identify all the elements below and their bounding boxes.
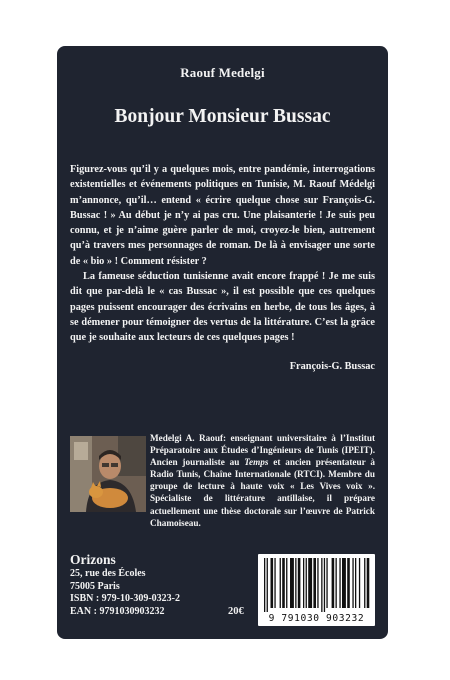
publisher-name: Orizons — [70, 552, 116, 567]
author-biography — [150, 432, 375, 529]
ean-number: EAN : 9791030903232 — [70, 605, 165, 617]
author-photo — [70, 436, 146, 512]
author-photo-image — [70, 436, 146, 512]
blurb-paragraph-1: Figurez-vous qu’il y a quelques mois, entre pandémie, interrogations existentielles et événements politiques en Tunisie, M. Raouf Médelgi m’annonce, qu’il… entend « écrire quelque chose sur François-G. Bussac ! » Au début je n’y ai pas cru. Une plaisanterie ! Je suis peu connu, et je n’aime guère parler de moi, croyez-le bien, autrement qu’à travers mes personnages de roman. De là à envisager une sorte de « bio » ! Comment résister ? — [70, 164, 375, 267]
back-cover-blurb — [70, 162, 375, 374]
bio-text-part-2: et ancien présentateur à Radio Tunis, Chaîne Internationale (RTCI). Membre du groupe de lecture à haute voix « Les Vives voix ». Spécialiste de littérature antillaise, il prépare actuellement une thèse doctorale sur l’œuvre de Patrick Chamoiseau. — [150, 457, 375, 528]
bio-text-part-1: Medelgi A. Raouf: enseignant universitaire à l’Institut Préparatoire aux Études d’Ingénieurs de Tunis (IPEIT). Ancien journaliste au — [150, 433, 375, 468]
isbn-number: ISBN : 979-10-309-0323-2 — [70, 593, 180, 604]
blurb-paragraph-2: La fameuse séduction tunisienne avait encore frappé ! Je me suis dit que par-delà le « cas Bussac », il est possible que ces quelques pages puissent encourager des écrivains en herbe, de tous les âges, à se démener pour témoigner des vertus de la littérature. C’est la grâce que je souhaite aux lecteurs de ces quelques pages ! — [70, 271, 375, 344]
barcode-bars — [258, 554, 375, 612]
publisher-address-line-2: 75005 Paris — [70, 580, 120, 592]
book-back-cover — [57, 46, 388, 639]
bio-newspaper-name: Temps — [244, 457, 269, 468]
book-title: Bonjour Monsieur Bussac — [114, 106, 331, 127]
price-label: 20€ — [228, 606, 244, 617]
publisher-address-line-1: 25, rue des Écoles — [70, 568, 146, 579]
author-name: Raouf Medelgi — [180, 65, 265, 80]
barcode-number: 9 791030 903232 — [268, 613, 365, 624]
blurb-signature: François-G. Bussac — [289, 360, 375, 372]
barcode — [258, 554, 375, 626]
